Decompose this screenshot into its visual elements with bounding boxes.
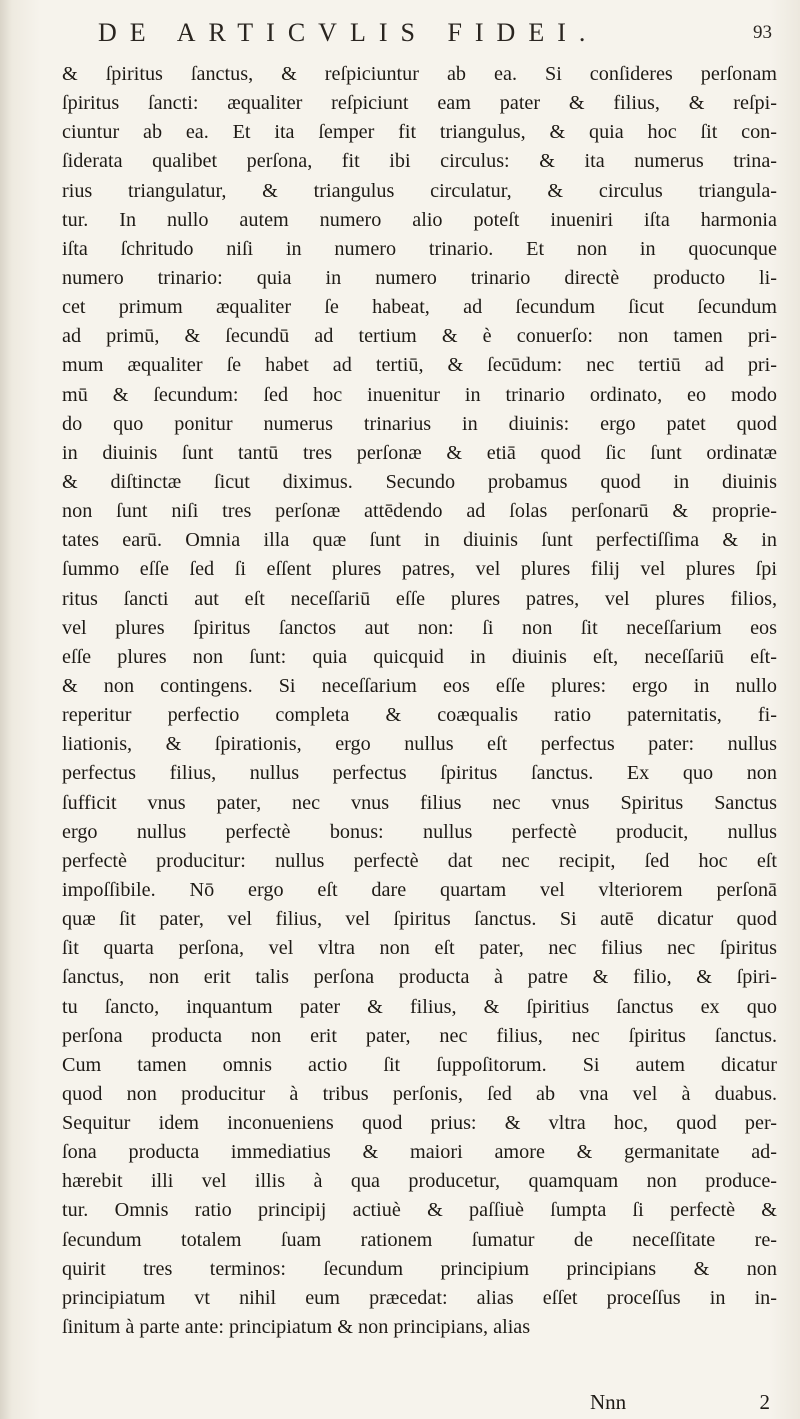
text-line: eſſe plures non ſunt: quia quicquid in diuinis eſt, neceſſariū eſt- — [62, 645, 777, 668]
text-line: tates earū. Omnia illa quæ ſunt in diuinis ſunt perfectiſſima & in — [62, 529, 777, 552]
text-line: mū & ſecundum: ſed hoc inuenitur in trinario ordinato, eo modo — [62, 383, 777, 406]
text-line: ſummo eſſe ſed ſi eſſent plures patres, vel plures filij vel plures ſpi — [62, 558, 777, 581]
text-line: perſona producta non erit pater, nec filius, nec ſpiritus ſanctus. — [62, 1024, 777, 1047]
text-line: vel plures ſpiritus ſanctos aut non: ſi non ſit neceſſarium eos — [62, 616, 777, 639]
text-line: tur. In nullo autem numero alio poteſt inueniri iſta harmonia — [62, 208, 777, 231]
text-line: ſpiritus ſancti: æqualiter reſpiciunt eam pater & filius, & reſpi- — [62, 92, 777, 115]
text-line: ſinitum à parte ante: principiatum & non principians, alias — [62, 1316, 531, 1339]
text-line: principiatum vt nihil eum præcedat: alias eſſet proceſſus in in- — [62, 1286, 777, 1309]
text-line: & diſtinctæ ſicut diximus. Secundo probamus quod in diuinis — [62, 470, 777, 493]
catchword-signature: Nnn 2 — [590, 1390, 770, 1414]
text-line: & non contingens. Si neceſſarium eos eſſe plures: ergo in nullo — [62, 674, 777, 697]
text-line: ſiderata qualibet perſona, fit ibi circulus: & ita numerus trina- — [62, 150, 777, 173]
text-line: perfectus filius, nullus perfectus ſpiritus ſanctus. Ex quo non — [62, 762, 777, 785]
text-line: quæ ſit pater, vel filius, vel ſpiritus ſanctus. Si autē dicatur quod — [62, 908, 777, 931]
text-line: non ſunt niſi tres perſonæ attēdendo ad ſolas perſonarū & proprie- — [62, 500, 777, 523]
text-line: mum æqualiter ſe habet ad tertiū, & ſecūdum: nec tertiū ad pri- — [62, 354, 777, 377]
text-line: tu ſancto, inquantum pater & filius, & ſpiritius ſanctus ex quo — [62, 995, 777, 1018]
text-line: & ſpiritus ſanctus, & reſpiciuntur ab ea. Si conſideres perſonam — [62, 63, 777, 85]
text-line: quirit tres terminos: ſecundum principium principians & non — [62, 1257, 777, 1280]
text-line: ſecundum totalem ſuam rationem ſumatur de neceſſitate re- — [62, 1228, 777, 1251]
text-line: ſit quarta perſona, vel vltra non eſt pater, nec filius nec ſpiritus — [62, 937, 777, 960]
text-line: ad primū, & ſecundū ad tertium & è conuerſo: non tamen pri- — [62, 325, 777, 348]
text-line: Cum tamen omnis actio ſit ſuppoſitorum. Si autem dicatur — [62, 1053, 777, 1076]
text-line: reperitur perfectio completa & coæqualis ratio paternitatis, fi- — [62, 704, 777, 727]
text-line: liationis, & ſpirationis, ergo nullus eſt perfectus pater: nullus — [62, 733, 777, 756]
text-line: in diuinis ſunt tantū tres perſonæ & etiā quod ſic ſunt ordinatæ — [62, 441, 777, 464]
text-line: ritus ſancti aut eſt neceſſariū eſſe plures patres, vel plures filios, — [62, 587, 777, 610]
text-line: ergo nullus perfectè bonus: nullus perfectè producit, nullus — [62, 820, 777, 843]
body-text — [62, 60, 777, 1342]
text-line: numero trinario: quia in numero trinario directè producto li- — [62, 266, 777, 289]
page-number: 93 — [753, 22, 772, 43]
running-head — [40, 18, 780, 52]
text-line: rius triangulatur, & triangulus circulatur, & circulus triangula- — [62, 179, 777, 202]
running-title: DE ARTICVLIS FIDEI. — [98, 18, 599, 47]
text-line: impoſſibile. Nō ergo eſt dare quartam vel vlteriorem perſonā — [62, 878, 777, 901]
text-line: perfectè producitur: nullus perfectè dat nec recipit, ſed hoc eſt — [62, 849, 777, 872]
text-line: hærebit illi vel illis à qua producetur, quamquam non produce- — [62, 1170, 777, 1193]
text-line: ſona producta immediatius & maiori amore & germanitate ad- — [62, 1141, 777, 1164]
text-line: Sequitur idem inconueniens quod prius: & vltra hoc, quod per- — [62, 1112, 777, 1135]
text-line: quod non producitur à tribus perſonis, ſed ab vna vel à duabus. — [62, 1082, 777, 1105]
text-line: ciuntur ab ea. Et ita ſemper fit triangulus, & quia hoc ſit con- — [62, 121, 777, 144]
text-line: iſta ſchritudo niſi in numero trinario. Et non in quocunque — [62, 237, 777, 260]
text-line: cet primum æqualiter ſe habeat, ad ſecundum ſicut ſecundum — [62, 296, 777, 319]
text-line: ſanctus, non erit talis perſona producta à patre & filio, & ſpiri- — [62, 966, 777, 989]
text-line: tur. Omnis ratio principij actiuè & paſſiuè ſumpta ſi perfectè & — [62, 1199, 777, 1222]
text-line: do quo ponitur numerus trinarius in diuinis: ergo patet quod — [62, 412, 777, 435]
text-line: ſufficit vnus pater, nec vnus filius nec vnus Spiritus Sanctus — [62, 791, 777, 814]
